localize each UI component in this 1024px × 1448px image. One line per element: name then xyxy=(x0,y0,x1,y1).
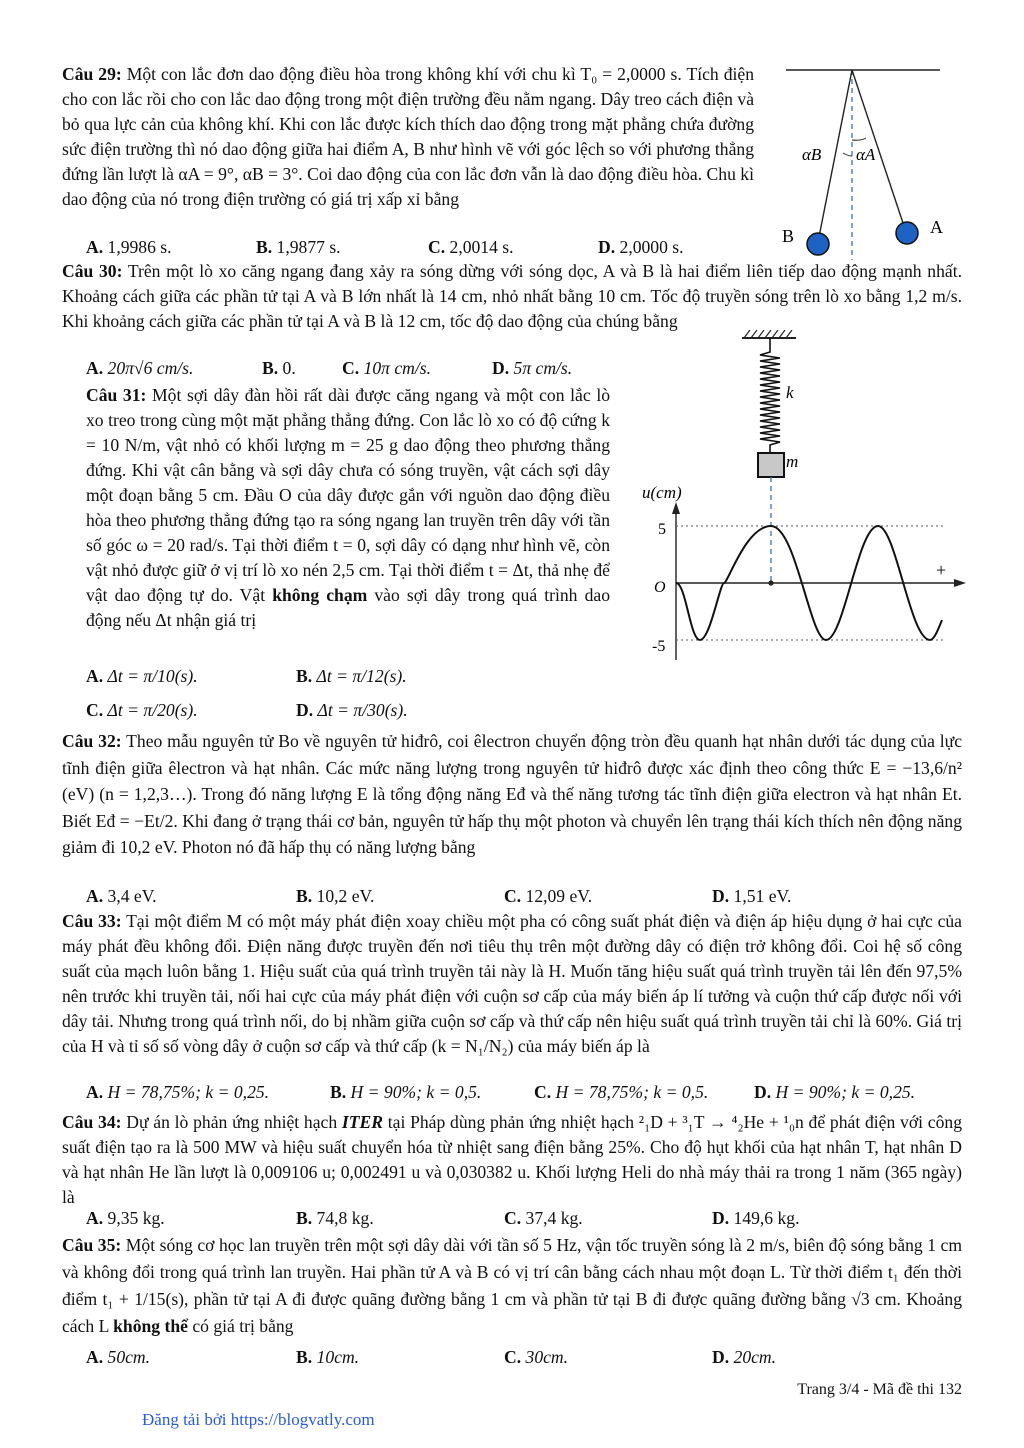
answer-d-label: D. xyxy=(492,358,514,378)
spring-icon xyxy=(760,338,780,453)
question-bold: không thể xyxy=(113,1316,188,1336)
answer-c-label: C. xyxy=(428,237,450,257)
answer-c[interactable]: Δt = π/20(s). xyxy=(107,700,198,720)
answer-b[interactable]: Δt = π/12(s). xyxy=(316,666,407,686)
question-bold: không chạm xyxy=(272,585,368,605)
answer-a[interactable]: 50cm. xyxy=(107,1347,151,1367)
answer-d-label: D. xyxy=(296,700,318,720)
question-text: Một sóng cơ học lan truyền trên một sợi dây dài với tần số 5 Hz, vận tốc truyền sóng là 2 m/s, biên độ sóng bằng 1 cm và không đổi trong quá trình lan truyền. Hai phần tử A và B có vị trí cân bằng cách nhau một đoạn L. Từ thời điểm t₁ đến thời điểm t₁ + 1/15(s), phần tử tại A đi được quãng đường bằng 1 cm và phần tử tại B đi được quãng đường bằng √3 cm. Khoảng cách L xyxy=(62,1235,962,1336)
answer-d[interactable]: 2,0000 s. xyxy=(619,237,684,257)
answer-a[interactable]: 9,35 kg. xyxy=(107,1208,165,1228)
answer-b[interactable]: 74,8 kg. xyxy=(316,1208,374,1228)
answer-c-label: C. xyxy=(504,1347,526,1367)
answer-d-label: D. xyxy=(598,237,620,257)
question-32 xyxy=(62,728,962,861)
answer-c-label: C. xyxy=(504,886,526,906)
answer-c[interactable]: 10π cm/s. xyxy=(363,358,431,378)
answer-b[interactable]: H = 90%; k = 0,5. xyxy=(350,1082,482,1102)
k-label: k xyxy=(786,383,794,402)
answer-d[interactable]: H = 90%; k = 0,25. xyxy=(775,1082,916,1102)
plus-label: + xyxy=(936,560,947,580)
answer-c[interactable]: H = 78,75%; k = 0,5. xyxy=(555,1082,709,1102)
answer-a-label: A. xyxy=(86,358,108,378)
m-label: m xyxy=(786,452,799,471)
answer-c-label: C. xyxy=(342,358,364,378)
answer-a-label: A. xyxy=(86,886,108,906)
answer-a[interactable]: 1,9986 s. xyxy=(107,237,172,257)
answer-c[interactable]: 2,0014 s. xyxy=(449,237,514,257)
question-text: Trên một lò xo căng ngang đang xảy ra sóng dừng với sóng dọc, A và B là hai điểm liên tiếp dao động mạnh nhất. Khoảng cách giữa các phần tử tại A và B lớn nhất là 14 cm, nhỏ nhất bằng 10 cm. Tốc độ truyền sóng trên lò xo bằng 1,2 m/s. Khi khoảng cách giữa các phần tử tại A và B là 12 cm, tốc độ dao động của chúng bằng xyxy=(62,261,963,331)
answer-b-label: B. xyxy=(296,886,317,906)
question-label: Câu 30: xyxy=(62,261,123,281)
question-35 xyxy=(62,1232,962,1340)
bob-b xyxy=(807,233,829,255)
answer-d-label: D. xyxy=(712,1347,734,1367)
answer-b-label: B. xyxy=(330,1082,351,1102)
answer-b-label: B. xyxy=(296,1208,317,1228)
answer-b-label: B. xyxy=(296,666,317,686)
y-bottom-label: -5 xyxy=(652,638,666,655)
spring-wave-figure xyxy=(630,330,970,665)
answer-d-label: D. xyxy=(712,1208,734,1228)
answer-b-label: B. xyxy=(262,358,283,378)
y-axis-label: u(cm) xyxy=(642,483,682,502)
point-b-label: B xyxy=(782,226,795,246)
answer-a-label: A. xyxy=(86,1347,108,1367)
question-text: Một sợi dây đàn hồi rất dài được căng ngang và một con lắc lò xo treo trong cùng một mặt phẳng thẳng đứng. Con lắc lò xo có độ cứng k = 10 N/m, vật nhỏ có khối lượng m = 25 g dao động theo phương thẳng đứng. Khi vật cân bằng và sợi dây chưa có sóng truyền, vật cách sợi dây một đoạn bằng 5 cm. Đầu O của dây được gắn với nguồn dao động điều hòa theo phương thẳng đứng tạo ra sóng ngang lan truyền trên dây với tần số góc ω = 20 rad/s. Tại thời điểm t = 0, sợi dây có dạng như hình vẽ, còn vật nhỏ được giữ ở vị trí lò xo nén 2,5 cm. Tại thời điểm t = Δt, thả nhẹ để vật dao động tự do. Vật xyxy=(86,385,611,605)
question-text: Một con lắc đơn dao động điều hòa trong không khí với chu kì T₀ = 2,0000 s. Tích điện cho con lắc rồi cho con lắc dao động trong một điện trường đều nằm ngang. Dây treo cách điện và bỏ qua lực cản của không khí. Khi con lắc được kích thích dao động trong mặt phẳng chứa đường sức điện trường thì nó dao động giữa hai điểm A, B như hình vẽ với góc lệch so với phương thẳng đứng lần lượt là αA = 9°, αB = 3°. Coi dao động của con lắc đơn vẫn là dao động điều hòa. Chu kì dao động của nó trong điện trường có giá trị xấp xỉ bằng xyxy=(62,64,754,209)
answer-b[interactable]: 1,9877 s. xyxy=(276,237,341,257)
answer-b-label: B. xyxy=(296,1347,317,1367)
answer-b[interactable]: 10cm. xyxy=(316,1347,360,1367)
answer-a-label: A. xyxy=(86,237,108,257)
answer-b-label: B. xyxy=(256,237,277,257)
question-label: Câu 31: xyxy=(86,385,147,405)
answer-a[interactable]: 3,4 eV. xyxy=(107,886,157,906)
alpha-a-label: αA xyxy=(856,145,876,164)
question-text: Theo mẫu nguyên tử Bo về nguyên tử hiđrô, coi êlectron chuyển động tròn đều quanh hạt nhân dưới tác dụng của lực tĩnh điện giữa êlectron và hạt nhân. Các mức năng lượng trong nguyên tử hiđrô được xác định theo công thức E = −13,6/n² (eV) (n = 1,2,3…). Trong đó năng lượng E là tổng động năng Eđ và thế năng tương tác tĩnh điện giữa electron và hạt nhân Et. Biết Eđ = −Et/2. Khi đang ở trạng thái cơ bản, nguyên tử hấp thụ một photon và chuyển lên trạng thái kích thích nên động năng giảm đi 10,2 eV. Photon nó đã hấp thụ có năng lượng bằng xyxy=(62,731,963,857)
answer-d[interactable]: 5π cm/s. xyxy=(513,358,573,378)
origin-label: O xyxy=(654,579,666,596)
y-top-label: 5 xyxy=(658,521,666,538)
mass-block xyxy=(758,453,784,477)
answer-b[interactable]: 0. xyxy=(282,358,296,378)
question-label: Câu 33: xyxy=(62,911,122,931)
question-31 xyxy=(86,383,610,633)
answer-c-label: C. xyxy=(504,1208,526,1228)
answer-a-label: A. xyxy=(86,1208,108,1228)
answer-a-label: A. xyxy=(86,1082,108,1102)
question-text-2: tại Pháp dùng phản ứng nhiệt hạch ²₁D + ³₁T → ⁴₂He + ¹₀n để phát điện với công suất điện tạo ra là 500 MW và hiệu suất chuyển hóa từ nhiệt sang điện bằng 25%. Cho độ hụt khối của hạt nhân T, hạt nhân D và hạt nhân He lần lượt là 0,009106 u; 0,002491 u và 0,030382 u. Khối lượng Heli do nhà máy thải ra trong 1 năm (365 ngày) là xyxy=(62,1112,962,1207)
answer-d[interactable]: 1,51 eV. xyxy=(733,886,792,906)
question-text-2: vào sợi dây trong quá trình dao động nếu Δt nhận giá trị xyxy=(86,585,610,630)
alpha-b-label: αB xyxy=(802,145,822,164)
question-bold: ITER xyxy=(341,1112,383,1132)
question-label: Câu 35: xyxy=(62,1235,122,1255)
question-label: Câu 32: xyxy=(62,731,122,751)
answer-c[interactable]: 30cm. xyxy=(525,1347,569,1367)
question-33 xyxy=(62,909,962,1059)
answer-a[interactable]: Δt = π/10(s). xyxy=(107,666,198,686)
question-text: Dự án lò phản ứng nhiệt hạch xyxy=(121,1112,342,1132)
question-30 xyxy=(62,259,962,334)
answer-d[interactable]: Δt = π/30(s). xyxy=(317,700,408,720)
question-label: Câu 34: xyxy=(62,1112,122,1132)
pendulum-figure xyxy=(770,60,970,260)
answer-a[interactable]: 20π√6 cm/s. xyxy=(107,358,194,378)
answer-c[interactable]: 37,4 kg. xyxy=(525,1208,583,1228)
question-text: Tại một điểm M có một máy phát điện xoay chiều một pha có công suất phát điện và điện áp hiệu dụng ở hai cực của máy phát đều không đổi. Điện năng được truyền đến nơi tiêu thụ trên một đường dây có điện trở không đổi. Coi hệ số công suất của mạch luôn bằng 1. Hiệu suất của quá trình truyền tải này là H. Muốn tăng hiệu suất quá trình truyền tải lên đến 97,5% nên trước khi truyền tải, nối hai cực của máy phát điện với cuộn sơ cấp của máy biến áp lí tưởng và cuộn thứ cấp được nối với dây tải. Nhưng trong quá trình nối, do bị nhầm giữa cuộn sơ cấp và thứ cấp nên hiệu suất quá trình truyền tải chỉ là 60%. Giá trị của H và tỉ số số vòng dây ở cuộn sơ cấp và thứ cấp (k = N₁/N₂) của máy biến áp là xyxy=(62,911,962,1056)
page-footer: Trang 3/4 - Mã đề thi 132 xyxy=(797,1381,962,1398)
bob-a xyxy=(896,222,918,244)
answer-c-label: C. xyxy=(534,1082,556,1102)
question-34 xyxy=(62,1110,962,1210)
answer-a-label: A. xyxy=(86,666,108,686)
answer-b[interactable]: 10,2 eV. xyxy=(316,886,375,906)
point-a-label: A xyxy=(930,217,943,237)
credit-link[interactable]: Đăng tải bởi https://blogvatly.com xyxy=(142,1410,375,1429)
question-29 xyxy=(62,62,754,212)
answer-d-label: D. xyxy=(754,1082,776,1102)
answer-c[interactable]: 12,09 eV. xyxy=(525,886,593,906)
answer-d-label: D. xyxy=(712,886,734,906)
answer-d[interactable]: 20cm. xyxy=(733,1347,777,1367)
answer-a[interactable]: H = 78,75%; k = 0,25. xyxy=(107,1082,270,1102)
question-label: Câu 29: xyxy=(62,64,122,84)
answer-c-label: C. xyxy=(86,700,108,720)
answer-d[interactable]: 149,6 kg. xyxy=(733,1208,800,1228)
question-text-2: có giá trị bằng xyxy=(187,1316,294,1336)
